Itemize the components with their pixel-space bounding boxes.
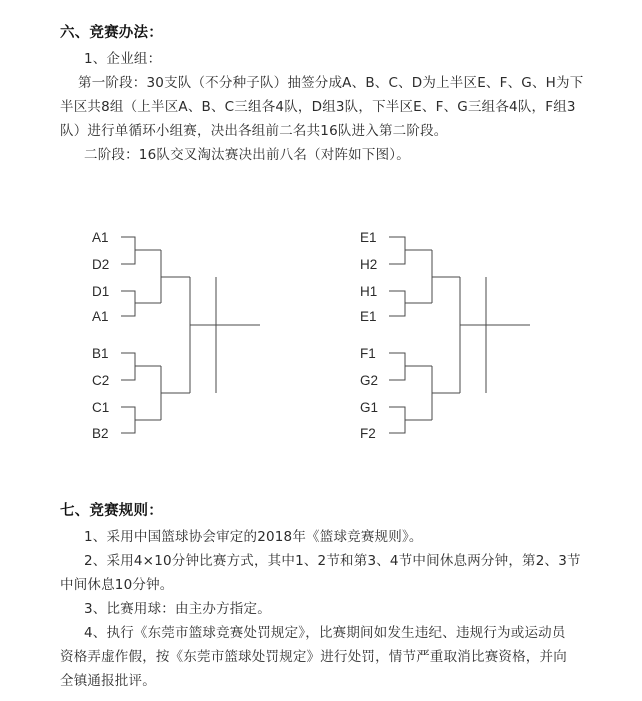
team-label: G2 [360,373,379,388]
team-label: A1 [92,230,109,245]
bracket-line [216,277,260,393]
bracket-line [389,353,432,380]
stage1-line-3: 队）进行单循环小组赛，决出各组前二名共16队进入第二阶段。 [60,123,448,139]
team-label: F2 [360,426,376,441]
bracket-line [460,277,486,393]
bracket-line [486,277,530,393]
stage1-line-2: 半区共8组（上半区A、B、C三组各4队，D组3队，下半区E、F、G三组各4队，F组3 [60,99,576,115]
bracket-line [432,250,460,303]
right-bracket [360,230,530,441]
bracket-line [432,366,460,420]
bracket-line [121,407,161,433]
team-label: A1 [92,309,109,324]
enterprise-group-subheading: 1、企业组： [84,51,162,67]
bracket-line [389,237,432,264]
rule-4-line-2: 资格弄虚作假，按《东莞市篮球处罚规定》进行处罚，情节严重取消比赛资格，并向 [60,649,567,665]
stage2-line: 二阶段：16队交叉淘汰赛决出前八名（对阵如下图）。 [84,147,410,163]
bracket-line [190,277,216,393]
bracket-line [121,237,161,264]
team-label: C1 [92,400,110,415]
team-label: G1 [360,400,379,415]
team-label: B2 [92,426,109,441]
team-label: C2 [92,373,110,388]
rule-1: 1、采用中国篮球协会审定的2018年《篮球竞赛规则》。 [84,529,423,545]
bracket-line [161,250,190,303]
team-label: D1 [92,284,110,299]
team-label: E1 [360,309,377,324]
team-label: E1 [360,230,377,245]
bracket-line [389,407,432,433]
team-label: B1 [92,346,109,361]
rule-2-line-2: 中间休息10分钟。 [60,577,174,593]
section-7-heading: 七、竞赛规则： [60,503,163,519]
bracket-line [121,291,161,316]
rule-4-line-3: 全镇通报批评。 [60,673,156,689]
bracket-line [161,366,190,420]
rule-3: 3、比赛用球：由主办方指定。 [84,601,271,617]
team-label: H2 [360,257,378,272]
team-label: H1 [360,284,378,299]
team-label: F1 [360,346,376,361]
rule-2-line-1: 2、采用4×10分钟比赛方式，其中1、2节和第3、4节中间休息两分钟，第2、3节 [84,553,581,569]
stage1-line-1: 第一阶段：30支队（不分种子队）抽签分成A、B、C、D为上半区E、F、G、H为下 [78,75,584,91]
bracket-line [121,353,161,380]
team-label: D2 [92,257,110,272]
left-bracket [92,230,260,441]
section-6-heading: 六、竞赛办法： [60,25,163,41]
rule-4-line-1: 4、执行《东莞市篮球竞赛处罚规定》，比赛期间如发生违纪、违规行为或运动员 [84,625,566,641]
bracket-line [389,291,432,316]
